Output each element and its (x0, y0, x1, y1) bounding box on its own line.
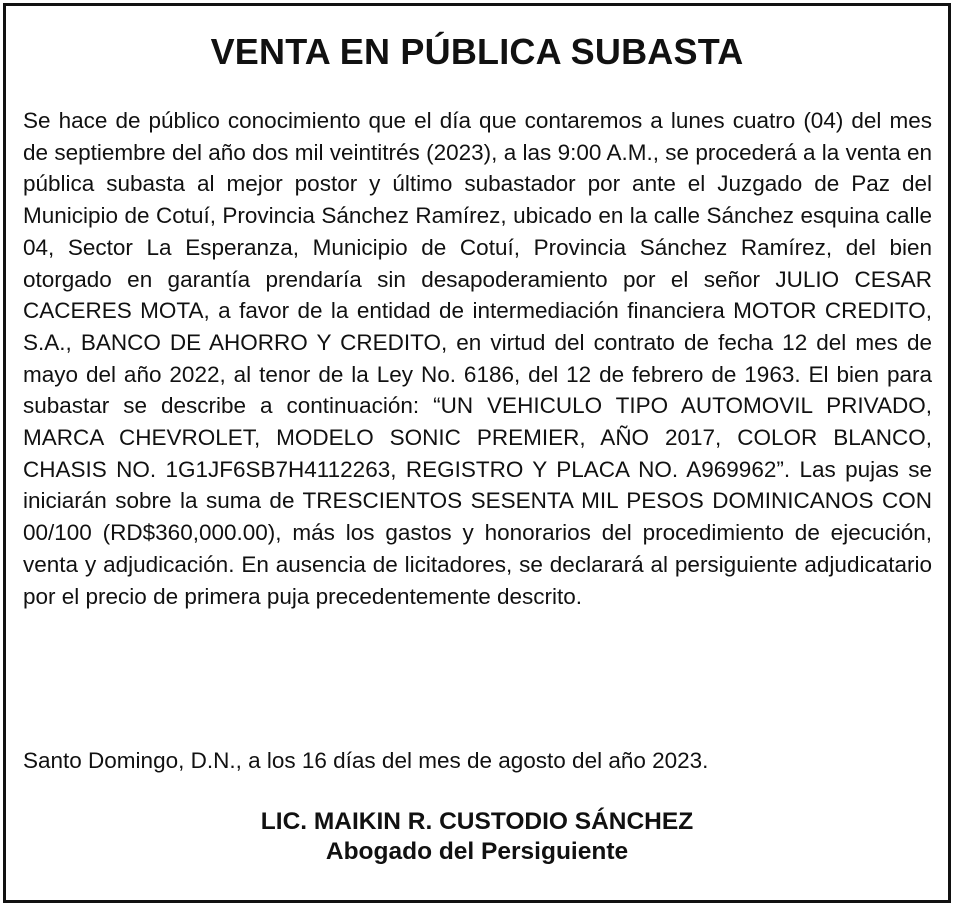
notice-frame (3, 3, 951, 903)
signature-block (6, 807, 948, 867)
notice-body: Se hace de público conocimiento que el día que contaremos a lunes cuatro (04) del mes de septiembre del año dos mil veintitrés (2023), a las 9:00 A.M., se procederá a la venta en pública subasta al mejor postor y último subastador por ante el Juzgado de Paz del Municipio de Cotuí, Provincia Sánchez Ramírez, ubicado en la calle Sánchez esquina calle 04, Sector La Esperanza, Municipio de Cotuí, Provincia Sánchez Ramírez, del bien otorgado en garantía prendaría sin desapoderamiento por el señor JULIO CESAR CACERES MOTA, a favor de la entidad de intermediación financiera MOTOR CREDITO, S.A., BANCO DE AHORRO Y CREDITO, en virtud del contrato de fecha 12 del mes de mayo del año 2022, al tenor de la Ley No. 6186, del 12 de febrero de 1963. El bien para subastar se describe a continuación: “UN VEHICULO TIPO AUTOMOVIL PRIVADO, MARCA CHEVROLET, MODELO SONIC PREMIER, AÑO 2017, COLOR BLANCO, CHASIS NO. 1G1JF6SB7H4112263, REGISTRO Y PLACA NO. A969962”. Las pujas se iniciarán sobre la suma de TRESCIENTOS SESENTA MIL PESOS DOMINICANOS CON 00/100 (RD$360,000.00), más los gastos y honorarios del procedimiento de ejecución, venta y adjudicación. En ausencia de licitadores, se declarará al persiguiente adjudicatario por el precio de primera puja precedentemente descrito. (23, 108, 932, 609)
notice-title: VENTA EN PÚBLICA SUBASTA (210, 31, 744, 72)
notice-dateline: Santo Domingo, D.N., a los 16 días del mes de agosto del año 2023. (23, 748, 709, 773)
signatory-name: LIC. MAIKIN R. CUSTODIO SÁNCHEZ (260, 808, 694, 835)
signatory-role: Abogado del Persiguiente (325, 838, 629, 865)
